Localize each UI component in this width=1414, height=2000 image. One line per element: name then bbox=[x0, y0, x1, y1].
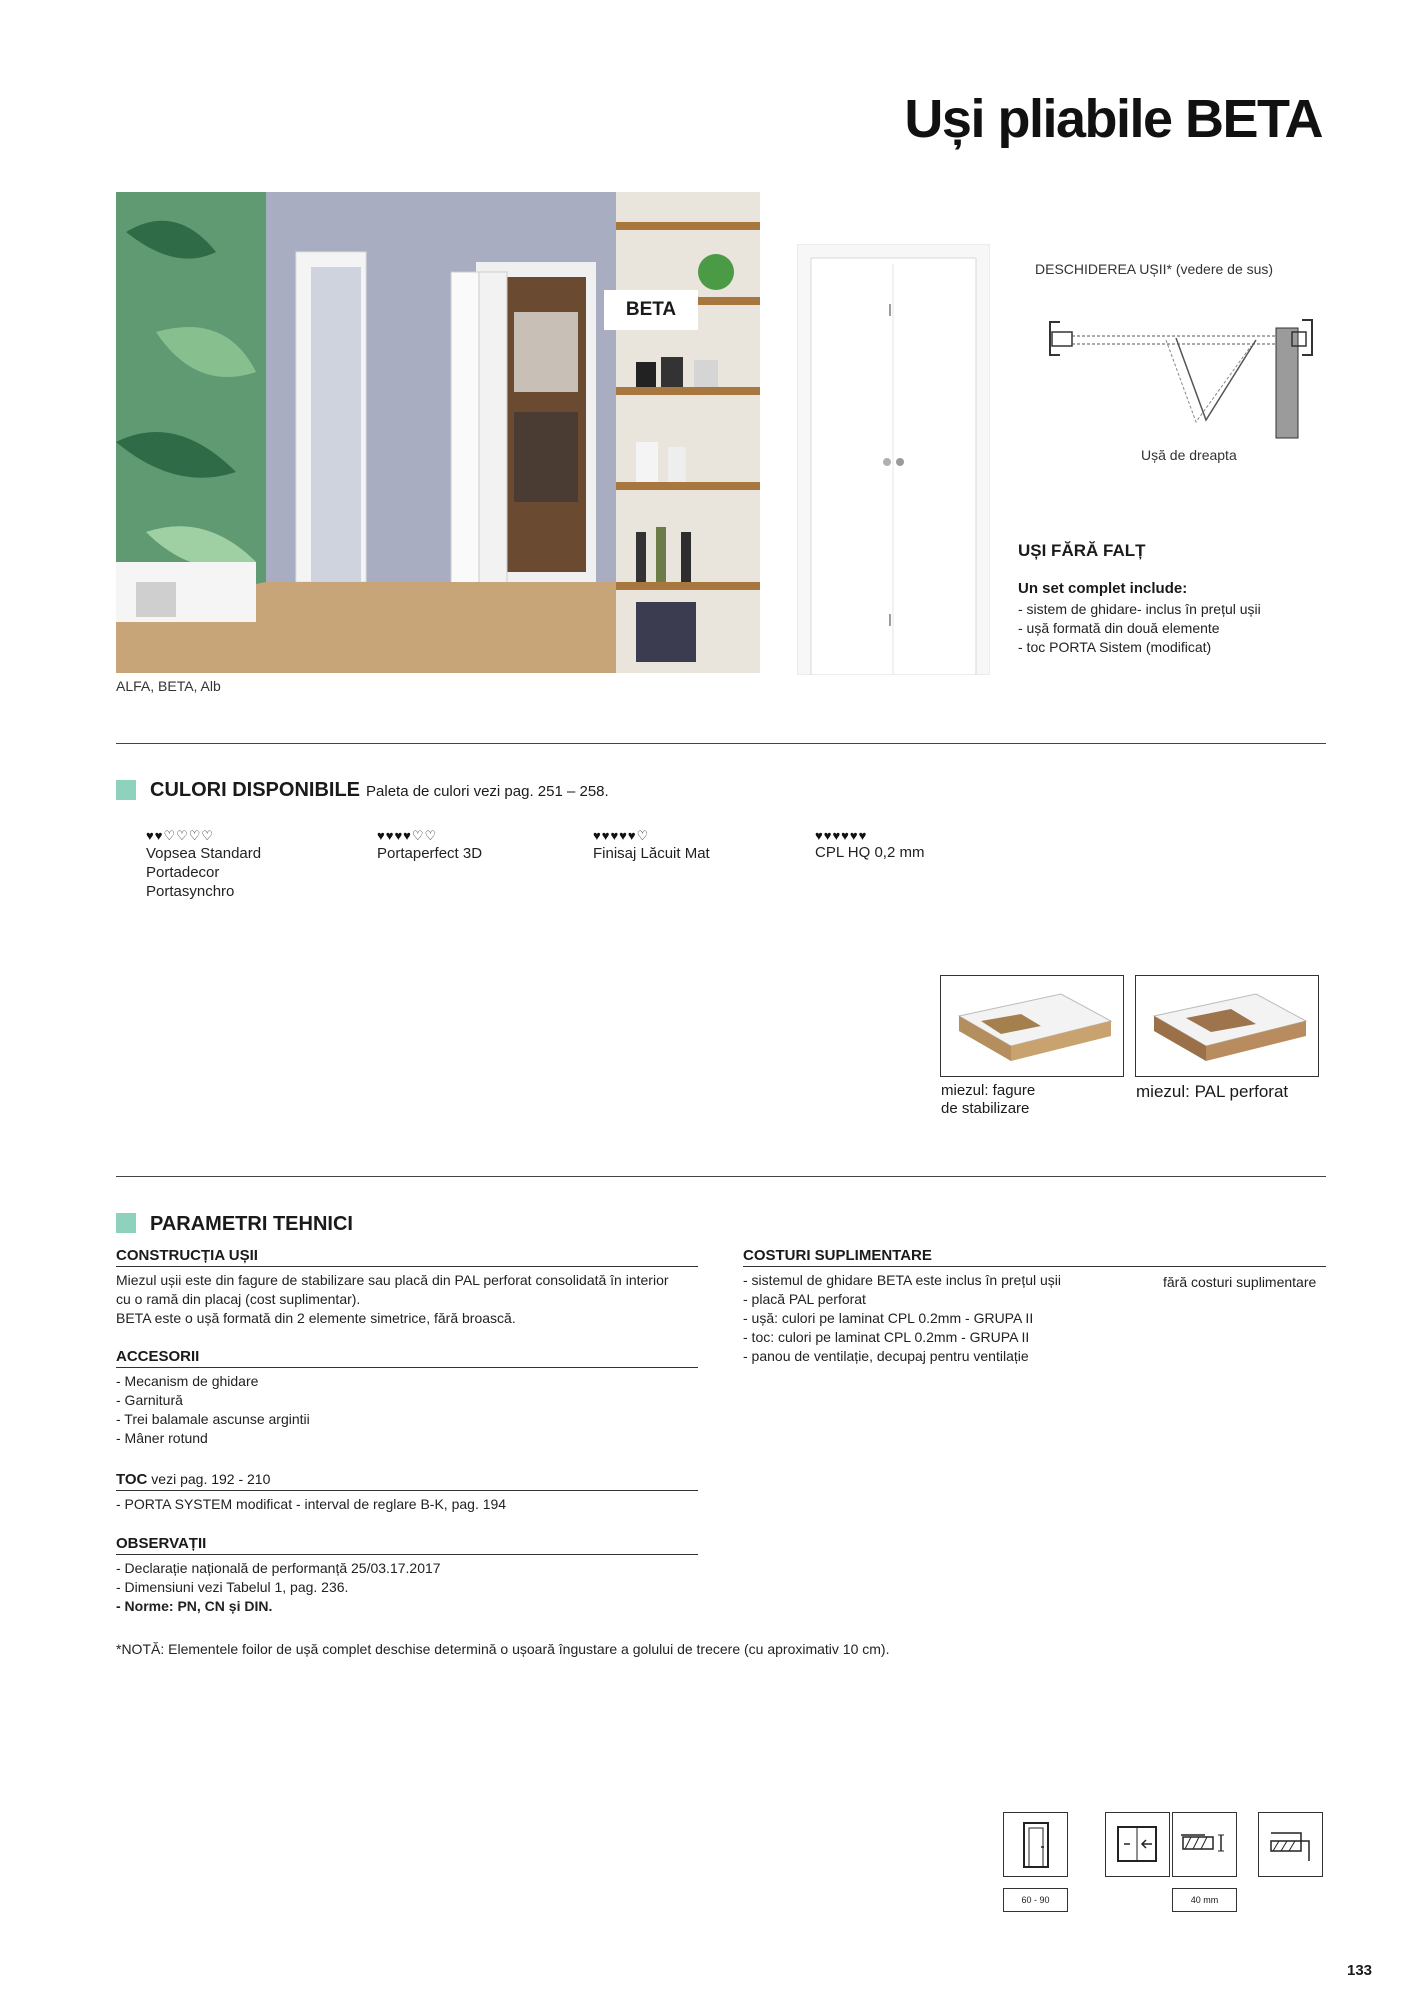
color-option bbox=[146, 828, 261, 901]
thickness-icon bbox=[1172, 1812, 1237, 1877]
list-item: - toc PORTA Sistem (modificat) bbox=[1018, 639, 1212, 655]
opening-diagram bbox=[1046, 310, 1316, 440]
construction-block bbox=[116, 1247, 698, 1328]
filled-heart-icon: ♥ bbox=[146, 828, 155, 843]
colors-subtitle: Paleta de culori vezi pag. 251 – 258. bbox=[366, 783, 609, 800]
filled-heart-icon: ♥ bbox=[403, 828, 412, 843]
empty-heart-icon: ♡ bbox=[163, 828, 177, 843]
extra-costs-heading: COSTURI SUPLIMENTARE bbox=[743, 1247, 1326, 1267]
hero-tag: BETA bbox=[604, 290, 698, 330]
diagram-caption: Ușă de dreapta bbox=[1141, 447, 1237, 463]
empty-heart-icon: ♡ bbox=[176, 828, 189, 843]
filled-heart-icon: ♥ bbox=[815, 828, 824, 843]
core-honeycomb-label bbox=[941, 1082, 1035, 1118]
construction-line: Miezul ușii este din fagure de stabilizare sau placă din PAL perforat consolidată în interior bbox=[116, 1272, 669, 1288]
color-option bbox=[593, 828, 710, 863]
section-marker bbox=[116, 780, 136, 800]
list-item: - placă PAL perforat bbox=[743, 1291, 866, 1307]
color-name: Portaperfect 3D bbox=[377, 845, 483, 862]
tech-title: PARAMETRI TEHNICI bbox=[150, 1213, 353, 1235]
diagram-title: DESCHIDEREA UȘII* (vedere de sus) bbox=[1035, 261, 1274, 277]
door-width-icon bbox=[1003, 1812, 1068, 1877]
list-item: - Trei balamale ascunse argintii bbox=[116, 1411, 310, 1427]
list-item: - PORTA SYSTEM modificat - interval de reglare B-K, pag. 194 bbox=[116, 1496, 507, 1512]
core-label: de stabilizare bbox=[941, 1100, 1030, 1117]
empty-heart-icon: ♡ bbox=[424, 828, 438, 843]
list-item: - toc: culori pe laminat CPL 0.2mm - GRUPA II bbox=[743, 1329, 1030, 1345]
rating-hearts bbox=[377, 828, 482, 844]
page-number: 133 bbox=[1347, 1962, 1373, 1979]
rating-hearts bbox=[593, 828, 710, 844]
notes-list bbox=[116, 1559, 698, 1616]
color-name: CPL HQ 0,2 mm bbox=[815, 844, 925, 861]
filled-heart-icon: ♥ bbox=[610, 828, 620, 843]
filled-heart-icon: ♥ bbox=[849, 828, 859, 843]
no-rebate-frame-icon bbox=[1259, 1813, 1322, 1876]
accessories-heading: ACCESORII bbox=[116, 1348, 698, 1368]
color-name: Vopsea Standard bbox=[146, 845, 262, 862]
filled-heart-icon: ♥ bbox=[619, 828, 628, 843]
list-item: - Norme: PN, CN și DIN. bbox=[116, 1598, 273, 1614]
list-item: - Declarație națională de performanță 25/03.17.2017 bbox=[116, 1560, 441, 1576]
colors-title: CULORI DISPONIBILE bbox=[150, 779, 361, 801]
list-item: - Dimensiuni vezi Tabelul 1, pag. 236. bbox=[116, 1579, 349, 1595]
footnote: *NOTĂ: Elementele foilor de ușă complet deschise determină o ușoară îngustare a golului de trecere (cu aproximativ 10 cm). bbox=[116, 1641, 890, 1657]
filled-heart-icon: ♥ bbox=[823, 828, 833, 843]
construction-line: BETA este o ușă formată din 2 elemente simetrice, fără broască. bbox=[116, 1310, 516, 1326]
filled-heart-icon: ♥ bbox=[601, 828, 611, 843]
color-name: Portasynchro bbox=[146, 883, 235, 900]
divider bbox=[116, 1176, 1326, 1177]
filled-heart-icon: ♥ bbox=[832, 828, 842, 843]
colors-header bbox=[150, 779, 609, 802]
door-product-photo bbox=[797, 244, 990, 675]
filled-heart-icon: ♥ bbox=[593, 828, 602, 843]
extra-costs-block bbox=[743, 1247, 1326, 1366]
no-extra-cost-note: fără costuri suplimentare bbox=[1163, 1274, 1317, 1290]
set-items-list bbox=[1018, 600, 1261, 657]
frame-heading: TOC bbox=[116, 1471, 148, 1488]
core-label: miezul: fagure bbox=[941, 1082, 1036, 1099]
width-range-label: 60 - 90 bbox=[1003, 1888, 1068, 1912]
notes-block bbox=[116, 1535, 698, 1616]
divider bbox=[116, 743, 1326, 744]
construction-line: cu o ramă din placaj (cost suplimentar). bbox=[116, 1291, 361, 1307]
hero-caption: ALFA, BETA, Alb bbox=[116, 678, 221, 694]
filled-heart-icon: ♥ bbox=[154, 828, 164, 843]
honeycomb-core-icon bbox=[941, 976, 1123, 1076]
rating-hearts bbox=[815, 828, 924, 843]
empty-heart-icon: ♡ bbox=[636, 828, 650, 843]
pal-core-icon bbox=[1136, 976, 1318, 1076]
filled-heart-icon: ♥ bbox=[385, 828, 395, 843]
notes-heading: OBSERVAȚII bbox=[116, 1535, 698, 1555]
room-illustration bbox=[116, 192, 760, 673]
core-honeycomb-image bbox=[940, 975, 1124, 1077]
frame-heading-row bbox=[116, 1471, 698, 1491]
door-frame-icon bbox=[1004, 1813, 1067, 1876]
page-title: Uși pliabile BETA bbox=[904, 89, 1322, 149]
rating-hearts bbox=[146, 828, 261, 844]
frame-heading-note: vezi pag. 192 - 210 bbox=[147, 1471, 271, 1487]
rebate-icon bbox=[1258, 1812, 1323, 1877]
frame-list bbox=[116, 1495, 698, 1514]
core-pal-label: miezul: PAL perforat bbox=[1136, 1082, 1289, 1101]
set-heading: Un set complet include: bbox=[1018, 580, 1188, 597]
filled-heart-icon: ♥ bbox=[627, 828, 637, 843]
hero-photo bbox=[116, 192, 760, 673]
color-name: Portadecor bbox=[146, 864, 220, 881]
door-thickness-icon bbox=[1173, 1813, 1236, 1876]
color-name: Finisaj Lăcuit Mat bbox=[593, 845, 710, 862]
filled-heart-icon: ♥ bbox=[858, 828, 868, 843]
list-item: - Garnitură bbox=[116, 1392, 183, 1408]
frame-block bbox=[116, 1471, 698, 1514]
list-item: - Mâner rotund bbox=[116, 1430, 208, 1446]
list-item: - sistem de ghidare- inclus în prețul ușii bbox=[1018, 601, 1261, 617]
section-marker bbox=[116, 1213, 136, 1233]
folding-door-illustration bbox=[797, 244, 990, 675]
accessories-list bbox=[116, 1372, 698, 1448]
accessories-block bbox=[116, 1348, 698, 1448]
list-item: - Mecanism de ghidare bbox=[116, 1373, 259, 1389]
empty-heart-icon: ♡ bbox=[201, 828, 215, 843]
empty-heart-icon: ♡ bbox=[188, 828, 202, 843]
thickness-label: 40 mm bbox=[1172, 1888, 1237, 1912]
core-pal-image bbox=[1135, 975, 1319, 1077]
color-option bbox=[815, 828, 924, 862]
filled-heart-icon: ♥ bbox=[394, 828, 404, 843]
list-item: - sistemul de ghidare BETA este inclus în prețul ușii bbox=[743, 1272, 1062, 1288]
list-item: - ușă formată din două elemente bbox=[1018, 620, 1220, 636]
empty-heart-icon: ♡ bbox=[411, 828, 425, 843]
list-item: - ușă: culori pe laminat CPL 0.2mm - GRUPA II bbox=[743, 1310, 1034, 1326]
color-option bbox=[377, 828, 482, 863]
sliding-icon bbox=[1105, 1812, 1170, 1877]
filled-heart-icon: ♥ bbox=[841, 828, 850, 843]
no-rebate-heading: UȘI FĂRĂ FALȚ bbox=[1018, 541, 1146, 560]
folding-arrow-icon bbox=[1106, 1813, 1169, 1876]
filled-heart-icon: ♥ bbox=[377, 828, 386, 843]
construction-heading: CONSTRUCȚIA UȘII bbox=[116, 1247, 698, 1267]
list-item: - panou de ventilație, decupaj pentru ventilație bbox=[743, 1348, 1029, 1364]
